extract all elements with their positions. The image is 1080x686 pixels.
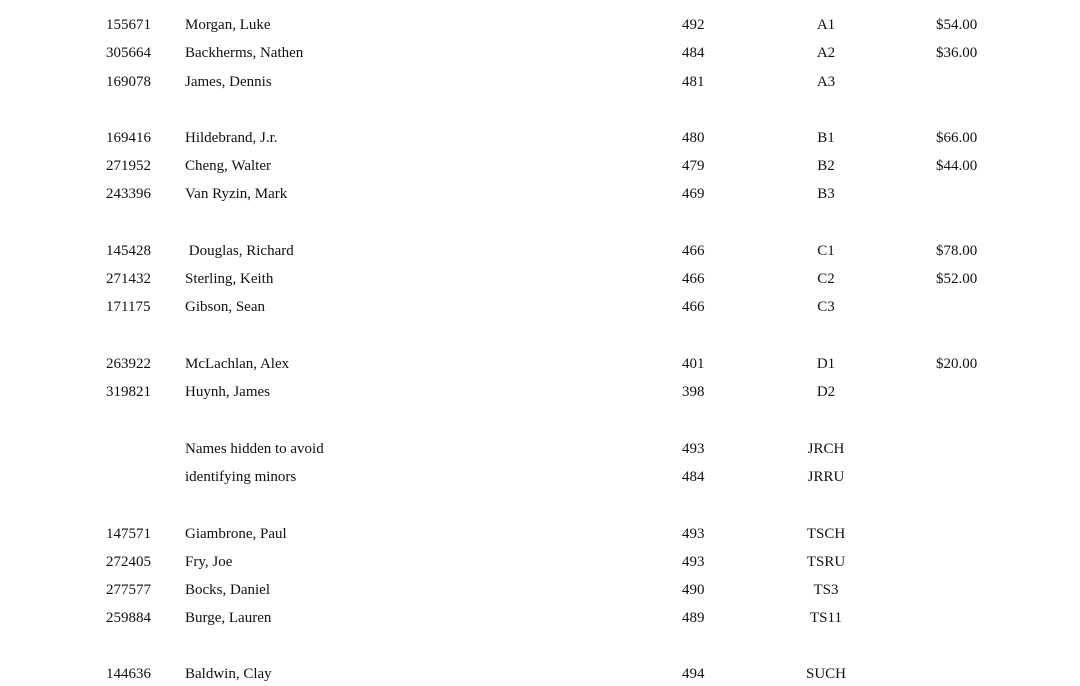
score: 480 <box>682 130 705 146</box>
table-row <box>0 662 1080 686</box>
class-place: C1 <box>817 243 835 259</box>
class-place: TS3 <box>813 582 839 598</box>
table-row <box>0 267 1080 291</box>
score: 493 <box>682 441 705 457</box>
score: 493 <box>682 554 705 570</box>
shooter-name: Burge, Lauren <box>185 610 272 626</box>
score: 493 <box>682 526 705 542</box>
member-id: 147571 <box>106 526 151 542</box>
shooter-name: Gibson, Sean <box>185 299 265 315</box>
class-place: A1 <box>816 17 836 33</box>
score: 481 <box>682 74 705 90</box>
member-id: 319821 <box>106 384 151 400</box>
member-id: 169078 <box>106 74 151 90</box>
score: 469 <box>682 186 705 202</box>
class-place: TSRU <box>806 554 846 570</box>
shooter-name: Van Ryzin, Mark <box>185 186 288 202</box>
table-row <box>0 522 1080 546</box>
table-row <box>0 295 1080 319</box>
shooter-name: Baldwin, Clay <box>185 666 272 682</box>
prize-amount: $66.00 <box>936 130 978 146</box>
class-place: A3 <box>816 74 836 90</box>
table-row <box>0 352 1080 376</box>
score: 494 <box>682 666 705 682</box>
member-id: 272405 <box>106 554 151 570</box>
shooter-name: Hildebrand, J.r. <box>185 130 278 146</box>
score: 479 <box>682 158 705 174</box>
table-row <box>0 70 1080 94</box>
shooter-name: Sterling, Keith <box>185 271 274 287</box>
table-row <box>0 380 1080 404</box>
shooter-name: McLachlan, Alex <box>185 356 290 372</box>
score: 489 <box>682 610 705 626</box>
score: 484 <box>682 45 705 61</box>
prize-amount: $36.00 <box>936 45 978 61</box>
shooter-name: Fry, Joe <box>185 554 233 570</box>
table-row <box>0 239 1080 263</box>
score: 492 <box>682 17 705 33</box>
member-id: 243396 <box>106 186 151 202</box>
class-place: B3 <box>817 186 835 202</box>
table-row <box>0 550 1080 574</box>
score: 466 <box>682 299 705 315</box>
score: 466 <box>682 243 705 259</box>
class-place: JRRU <box>807 469 845 485</box>
prize-amount: $52.00 <box>936 271 978 287</box>
table-row <box>0 578 1080 602</box>
class-place: A2 <box>816 45 836 61</box>
shooter-name: identifying minors <box>185 469 297 485</box>
score: 490 <box>682 582 705 598</box>
prize-amount: $20.00 <box>936 356 978 372</box>
table-row <box>0 154 1080 178</box>
member-id: 145428 <box>106 243 151 259</box>
member-id: 155671 <box>106 17 151 33</box>
shooter-name: Douglas, Richard <box>185 243 294 259</box>
prize-amount: $54.00 <box>936 17 978 33</box>
score: 466 <box>682 271 705 287</box>
table-row <box>0 126 1080 150</box>
class-place: JRCH <box>807 441 845 457</box>
shooter-name: Names hidden to avoid <box>185 441 324 457</box>
shooter-name: Cheng, Walter <box>185 158 271 174</box>
score: 401 <box>682 356 705 372</box>
table-row <box>0 465 1080 489</box>
member-id: 271952 <box>106 158 151 174</box>
table-row <box>0 41 1080 65</box>
class-place: B2 <box>817 158 835 174</box>
class-place: C2 <box>817 271 835 287</box>
member-id: 263922 <box>106 356 151 372</box>
score: 484 <box>682 469 705 485</box>
member-id: 144636 <box>106 666 151 682</box>
member-id: 169416 <box>106 130 151 146</box>
class-place: C3 <box>817 299 835 315</box>
class-place: TSCH <box>806 526 846 542</box>
class-place: D2 <box>816 384 836 400</box>
class-place: TS11 <box>810 610 842 626</box>
class-place: B1 <box>817 130 835 146</box>
shooter-name: James, Dennis <box>185 74 272 90</box>
member-id: 171175 <box>106 299 151 315</box>
member-id: 305664 <box>106 45 151 61</box>
member-id: 277577 <box>106 582 151 598</box>
table-row <box>0 437 1080 461</box>
prize-amount: $44.00 <box>936 158 978 174</box>
member-id: 271432 <box>106 271 151 287</box>
table-row <box>0 182 1080 206</box>
shooter-name: Giambrone, Paul <box>185 526 287 542</box>
score: 398 <box>682 384 705 400</box>
class-place: SUCH <box>805 666 846 682</box>
table-row <box>0 13 1080 37</box>
shooter-name: Huynh, James <box>185 384 270 400</box>
shooter-name: Morgan, Luke <box>185 17 271 33</box>
shooter-name: Bocks, Daniel <box>185 582 270 598</box>
shooter-name: Backherms, Nathen <box>185 45 304 61</box>
prize-amount: $78.00 <box>936 243 978 259</box>
class-place: D1 <box>816 356 836 372</box>
table-row <box>0 606 1080 630</box>
member-id: 259884 <box>106 610 151 626</box>
